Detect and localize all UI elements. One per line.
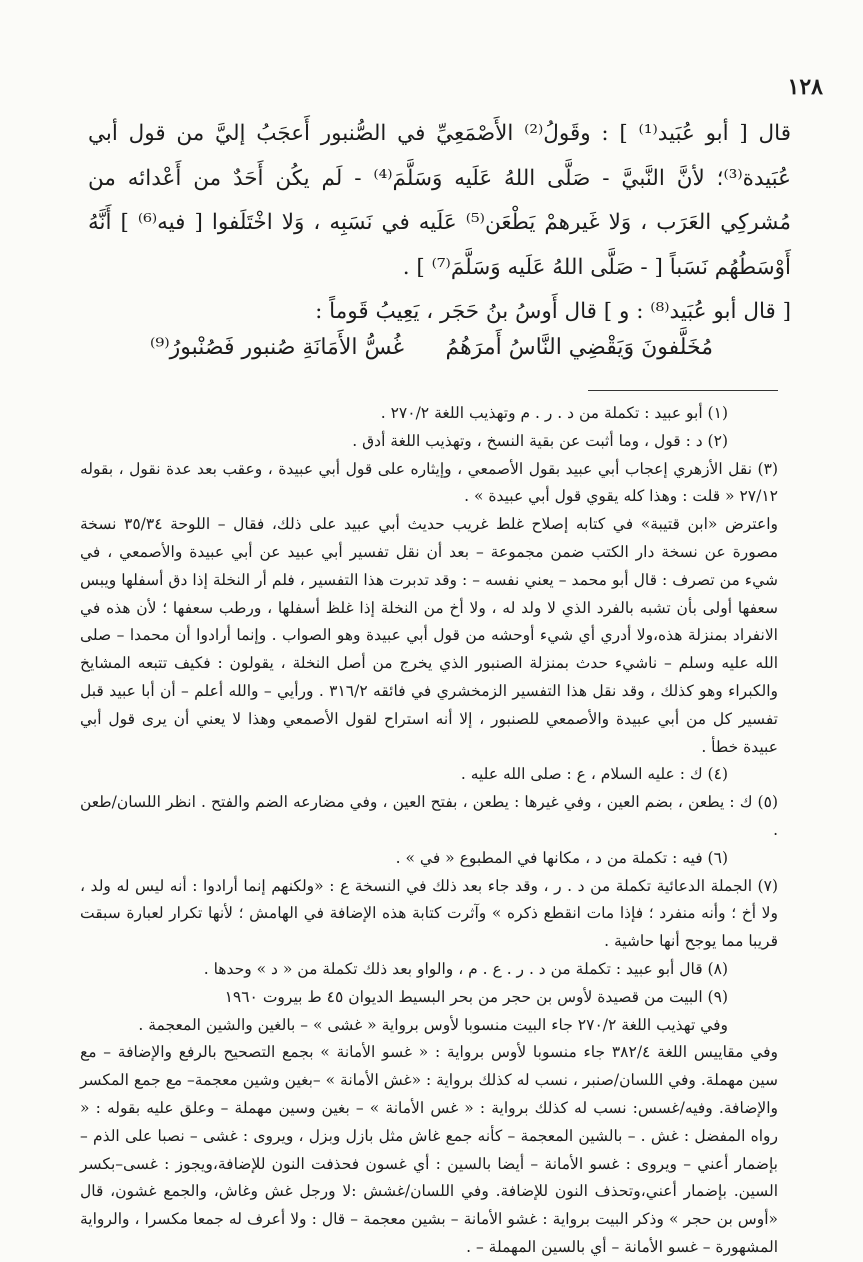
footnote-7: (٧) الجملة الدعائية تكملة من د . ر ، وقد جاء بعد ذلك في النسخة ع : «ولكنهم إنما أرادوا : أنه ليس له ولد ، ولا أخ ؛ وأنه منفرد ؛ فإذا مات انقطع ذكره » وآثرت كتابة هذه الإضافة في الهامش ؛ لأنها تكرار لعبارة سبقت قريبا مما يوجح أنها حاشية . (80, 876, 778, 951)
footnote-separator (588, 390, 778, 391)
verse-second-hemistich: غُسُّ الأَمَانَةِ صُنبور فَصُنْبورُ⁽⁹⁾ (150, 335, 405, 360)
footnote-8: (٨) قال أبو عبيد : تكملة من د . ر . ع . م ، والواو بعد ذلك تكملة من « د » وحدها . (203, 959, 728, 978)
main-text (88, 112, 791, 335)
footnote-9-line-3: وفي مقاييس اللغة ٣٨٢/٤ جاء منسوبا لأوس برواية : « غسو الأمانة » بجمع التصحيح بالرفع والإضافة – مع سين مهملة. وفي اللسان/صنبر ، نسب له كذلك برواية : «غش الأمانة » –بغين وشين معجمة– مع جمع المكسر والإضافة. وفيه/غسس: نسب له كذلك برواية : « غس الأمانة » – بغين وسين مهملة – وعلق عليه بقوله : « رواه المفضل : غش . – بالشين المعجمة – كأنه جمع غاش مثل بازل وبزل ، ويروى : غشى – نصبا على الذم – بإضمار أعني – ويروى : غسو الأمانة – أيضا بالسين : أي غسون فحذفت النون للإضافة،ويجوز : غسى–بكسر السين. بإضمار أعني،وتحذف النون للإضافة. وفي اللسان/غشش :لا ورجل غش وغاش، والجمع غشون، قال «أوس بن حجر » وذكر البيت برواية : غشو الأمانة – بشين معجمة – قال : ولا أعرف له جمعا مكسرا ، والرواية المشهورة – غسو الأمانة – أي بالسين المهملة – . (80, 1043, 778, 1256)
footnotes (80, 400, 778, 1262)
page-number: ١٢٨ (787, 74, 823, 100)
poem-verse (150, 328, 713, 368)
footnote-9: (٩) البيت من قصيدة لأوس بن حجر من بحر البسيط الديوان ٤٥ ط بيروت ١٩٦٠ (224, 987, 728, 1006)
main-paragraph-intro: [ قال أبو عُبَيد⁽⁸⁾ : و ] قال أَوسُ بنُ حَجَر ، يَعِيبُ قَوماً : (315, 299, 791, 324)
footnote-9-line-2: وفي تهذيب اللغة ٢٧٠/٢ جاء البيت منسوبا لأوس برواية « غشى » – بالغين والشين المعجمة . (138, 1015, 728, 1034)
footnote-3: (٣) نقل الأزهري إعجاب أبي عبيد بقول الأصمعي ، وإيثاره على قول أبي عبيدة ، وعقب بعد عدة نقول ، بقوله ٢٧/١٢ « قلت : وهذا كله يقوي قول أبي عبيدة » . (80, 459, 778, 506)
footnote-2: (٢) د : قول ، وما أثبت عن بقية النسخ ، وتهذيب اللغة أدق . (352, 431, 728, 450)
footnote-5: (٥) ك : يطعن ، بضم العين ، وفي غيرها : يطعن ، بفتح العين ، وفي مضارعه الضم والفتح . انظر اللسان/طعن . (80, 793, 778, 839)
footnote-1: (١) أبو عبيد : تكملة من د . ر . م وتهذيب اللغة ٢٧٠/٢ . (380, 404, 728, 422)
main-paragraph: قال [ أبو عُبَيد⁽¹⁾ ] : وقَولُ⁽²⁾ الأَصْمَعِيِّ في الصُّنبور أَعجَبُ إليَّ من قول أبي عُبَيدة⁽³⁾؛ لأنَّ النَّبيَّ - صَلَّى اللهُ عَلَيه وَسَلَّمَ⁽⁴⁾ - لَم يكُن أَحَدٌ من أَعْدائه من مُشركِي العَرَب ، وَلا غَيرهمْ يَطْعَن⁽⁵⁾ عَلَيه في نَسَبِه ، وَلا اخْتَلَفوا [ فيه⁽⁶⁾ ] أَنَّهُ أَوْسَطُهُم نَسَباً [ - صَلَّى اللهُ عَلَيه وَسَلَّمَ⁽⁷⁾ ] . (88, 121, 791, 280)
verse-first-hemistich: مُخَلَّفونَ وَيَقْضِي النَّاسُ أَمرَهُمُ (445, 335, 713, 360)
footnote-6: (٦) فيه : تكملة من د ، مكانها في المطبوع « في » . (395, 848, 728, 867)
footnote-3-continuation: واعترض «ابن قتيبة» في كتابه إصلاح غلط غريب حديث أبي عبيد على ذلك، فقال – اللوحة ٣٥/٣٤ نسخة مصورة عن نسخة دار الكتب ضمن مجموعة – بعد أن نقل تفسير أبي عبيد عن أبي عبيدة والأصمعي ، في شيء من تصرف : قال أبو محمد – يعني نفسه – : وقد تدبرت هذا التفسير ، فلم أر النخلة إذا دق أسفلها ويبس سعفها أولى بأن تشبه بالفرد الذي لا ولد له ، ولا أخ من النخلة إذا غلظ أسفلها ، ورطب سعفها ؛ لأن هذه في الانفراد بمنزلة هذه،ولا أدري أي شيء أوحشه من قول أبي عبيدة وهو الصواب . وإنما أرادوا أن محمدا – صلى الله عليه وسلم – ناشيء حدث بمنزلة الصنبور الذي يخرج من أصل النخلة ، يقولون : فكيف تتبعه المشايخ والكبراء وهو كذلك ، وقد نقل هذا التفسير الزمخشري في فائقه ٣١٦/٢ . ورأيي – والله أعلم – أن أبا عبيد قبل تفسير كل من أبي عبيدة والأصمعي للصنبور ، إلا أنه استراح لقول الأصمعي وهذا لا يعني أن يرى قول أبي عبيدة خطأ . (80, 515, 778, 756)
footnote-4: (٤) ك : عليه السلام ، ع : صلى الله عليه . (460, 765, 728, 784)
